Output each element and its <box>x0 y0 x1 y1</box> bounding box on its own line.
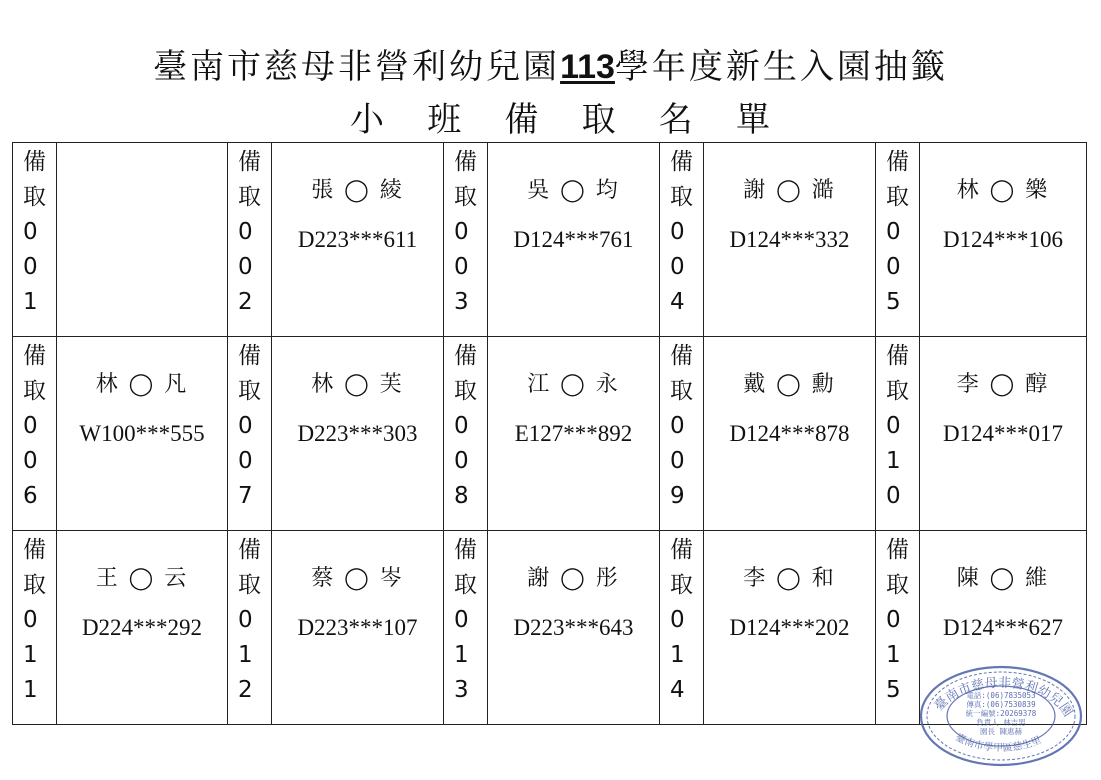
waitlist-number-cell <box>660 337 704 531</box>
waitlist-number-char: 備 <box>454 537 477 563</box>
waitlist-number-char: 1 <box>886 448 901 474</box>
seal-line: 統一編號:20269378 <box>965 709 1037 718</box>
applicant-name: 陳 ◯ 維 <box>956 566 1050 591</box>
waitlist-number-char: 0 <box>23 219 38 245</box>
waitlist-number-char: 0 <box>886 254 901 280</box>
seal-bottom-path: 臺南市學甲區慈生里 <box>953 732 1043 755</box>
waitlist-number-char: 取 <box>23 572 46 598</box>
waitlist-number <box>228 337 271 514</box>
waitlist-number-char: 取 <box>670 378 693 404</box>
waitlist-number-char: 0 <box>886 607 901 633</box>
waitlist-number-char: 0 <box>670 607 685 633</box>
waitlist-number <box>13 337 56 514</box>
waitlist-number-char: 1 <box>454 642 469 668</box>
waitlist-number-char: 0 <box>670 219 685 245</box>
applicant-cell <box>920 337 1087 531</box>
waitlist-number-char: 0 <box>238 448 253 474</box>
waitlist-number-cell <box>660 531 704 725</box>
applicant-cell <box>488 143 660 337</box>
title-prefix: 臺南市慈母非營利幼兒園 <box>153 47 561 87</box>
subtitle-char: 小 <box>350 100 384 140</box>
applicant-cell <box>488 337 660 531</box>
subtitle-char: 單 <box>735 100 770 140</box>
waitlist-number <box>660 531 703 708</box>
waitlist-number-char: 備 <box>454 343 477 369</box>
waitlist-number-char: 3 <box>454 289 469 315</box>
waitlist-number <box>13 143 56 320</box>
waitlist-number-char: 0 <box>670 448 685 474</box>
applicant-cell <box>704 143 876 337</box>
waitlist-number-cell <box>876 337 920 531</box>
waitlist-number-cell <box>444 337 488 531</box>
waitlist-number-char: 備 <box>886 537 909 563</box>
waitlist-number-cell <box>876 531 920 725</box>
waitlist-number-cell <box>13 337 57 531</box>
waitlist-number-char: 9 <box>670 483 685 509</box>
applicant-cell <box>272 143 444 337</box>
waitlist-number-cell <box>444 143 488 337</box>
applicant-cell <box>272 531 444 725</box>
applicant-id: D223***107 <box>297 615 418 640</box>
waitlist-number-char: 0 <box>238 413 253 439</box>
applicant-id: D124***332 <box>729 227 850 252</box>
waitlist-number-cell <box>228 531 272 725</box>
waitlist-table <box>12 142 1087 725</box>
waitlist-number-char: 取 <box>238 378 261 404</box>
applicant-name: 戴 ◯ 勳 <box>743 372 836 397</box>
waitlist-number-char: 取 <box>454 184 477 210</box>
waitlist-number <box>876 337 919 514</box>
subtitle-char: 班 <box>427 100 462 140</box>
waitlist-number-char: 0 <box>454 607 469 633</box>
waitlist-number-char: 取 <box>886 184 909 210</box>
waitlist-number-char: 0 <box>23 448 38 474</box>
applicant-name: 蔡 ◯ 岑 <box>311 566 404 591</box>
waitlist-number <box>444 143 487 320</box>
waitlist-number-cell <box>660 143 704 337</box>
waitlist-number-char: 取 <box>454 378 477 404</box>
seal-line: 傳真:(06)7530839 <box>966 700 1036 709</box>
applicant-cell <box>57 531 228 725</box>
applicant-id: D124***761 <box>513 227 634 252</box>
waitlist-number-char: 備 <box>238 149 261 175</box>
waitlist-number-cell <box>228 143 272 337</box>
official-seal <box>918 664 1084 768</box>
waitlist-number <box>13 531 56 708</box>
seal-line: 園長 陳惠赫 <box>979 727 1023 736</box>
waitlist-number-char: 取 <box>23 184 46 210</box>
waitlist-number-char: 1 <box>886 642 901 668</box>
table-row <box>13 143 1087 337</box>
waitlist-number-char: 備 <box>23 537 46 563</box>
waitlist-number-char: 備 <box>670 537 693 563</box>
waitlist-number-char: 0 <box>454 254 469 280</box>
waitlist-number-cell <box>13 143 57 337</box>
waitlist-number-char: 7 <box>238 483 253 509</box>
applicant-id: D223***611 <box>297 227 418 252</box>
waitlist-number-char: 1 <box>23 289 38 315</box>
waitlist-number-char: 1 <box>238 642 253 668</box>
waitlist-number <box>228 143 271 320</box>
applicant-name: 林 ◯ 凡 <box>95 372 189 397</box>
waitlist-number-char: 取 <box>238 572 261 598</box>
waitlist-number-char: 0 <box>238 219 253 245</box>
waitlist-number-char: 取 <box>238 184 261 210</box>
applicant-name: 謝 ◯ 彤 <box>527 566 620 591</box>
waitlist-number-cell <box>228 337 272 531</box>
waitlist-number-char: 備 <box>886 343 909 369</box>
waitlist-number-char: 2 <box>238 677 253 703</box>
waitlist-number-char: 0 <box>886 413 901 439</box>
waitlist-number-char: 4 <box>670 289 685 315</box>
waitlist-number-char: 1 <box>23 677 38 703</box>
applicant-id: D124***878 <box>729 421 850 446</box>
waitlist-body <box>13 143 1087 725</box>
waitlist-number-char: 0 <box>454 219 469 245</box>
waitlist-number-char: 備 <box>23 343 46 369</box>
table-row <box>13 337 1087 531</box>
applicant-id: D124***017 <box>942 421 1064 446</box>
waitlist-number-char: 0 <box>454 448 469 474</box>
waitlist-number <box>228 531 271 708</box>
applicant-id: D124***202 <box>729 615 850 640</box>
waitlist-number <box>660 143 703 320</box>
applicant-id: D124***106 <box>942 227 1064 252</box>
applicant-id: D223***643 <box>513 615 634 640</box>
applicant-id: D224***292 <box>81 615 203 640</box>
seal-line: 負責人 林吉男 <box>976 718 1026 727</box>
waitlist-number-char: 0 <box>238 607 253 633</box>
waitlist-number-char: 2 <box>238 289 253 315</box>
applicant-name: 李 ◯ 醇 <box>956 372 1050 397</box>
waitlist-number-char: 5 <box>886 289 901 315</box>
subtitle-char: 備 <box>504 100 539 140</box>
applicant-cell <box>920 143 1087 337</box>
waitlist-number-char: 8 <box>454 483 469 509</box>
applicant-cell <box>488 531 660 725</box>
waitlist-number-char: 0 <box>670 413 685 439</box>
waitlist-number-char: 備 <box>670 343 693 369</box>
applicant-cell <box>57 143 228 337</box>
subtitle-char: 取 <box>581 100 616 140</box>
waitlist-number <box>876 531 919 708</box>
waitlist-number-char: 備 <box>23 149 46 175</box>
applicant-name: 林 ◯ 樂 <box>956 178 1050 203</box>
waitlist-number-cell <box>444 531 488 725</box>
applicant-id: D124***627 <box>942 615 1064 640</box>
waitlist-number-char: 0 <box>23 413 38 439</box>
waitlist-number-char: 取 <box>454 572 477 598</box>
waitlist-number <box>660 337 703 514</box>
document-title <box>0 44 1101 90</box>
waitlist-number-char: 0 <box>23 607 38 633</box>
applicant-cell <box>57 337 228 531</box>
waitlist-number-char: 0 <box>886 483 901 509</box>
applicant-cell <box>704 337 876 531</box>
waitlist-number <box>444 337 487 514</box>
waitlist-number-char: 取 <box>670 184 693 210</box>
applicant-name: 張 ◯ 綾 <box>311 178 404 203</box>
waitlist-number-char: 0 <box>23 254 38 280</box>
waitlist-number-char: 0 <box>454 413 469 439</box>
title-suffix: 學年度新生入園抽籤 <box>614 47 948 87</box>
waitlist-number-char: 3 <box>454 677 469 703</box>
document-subtitle <box>350 98 770 142</box>
applicant-name: 王 ◯ 云 <box>95 566 189 591</box>
waitlist-number-char: 5 <box>886 677 901 703</box>
seal-center-lines <box>966 690 1037 736</box>
applicant-name: 李 ◯ 和 <box>743 566 836 591</box>
waitlist-number-char: 0 <box>238 254 253 280</box>
title-year: 113 <box>560 48 615 86</box>
waitlist-number-cell <box>876 143 920 337</box>
subtitle-char: 名 <box>658 100 693 140</box>
waitlist-number-char: 備 <box>670 149 693 175</box>
applicant-id: D223***303 <box>297 421 418 446</box>
waitlist-number-cell <box>13 531 57 725</box>
waitlist-number-char: 取 <box>23 378 46 404</box>
applicant-name: 吳 ◯ 均 <box>527 178 620 203</box>
applicant-id: E127***892 <box>514 421 633 446</box>
applicant-name <box>57 175 227 207</box>
applicant-name: 江 ◯ 永 <box>527 372 620 397</box>
applicant-name: 林 ◯ 芙 <box>311 372 404 397</box>
waitlist-number-char: 0 <box>886 219 901 245</box>
seal-ring-path: 臺南市慈母非營利幼兒園 <box>931 675 1076 720</box>
waitlist-number-char: 4 <box>670 677 685 703</box>
waitlist-number <box>444 531 487 708</box>
waitlist-number-char: 0 <box>670 254 685 280</box>
waitlist-number-char: 備 <box>238 537 261 563</box>
applicant-cell <box>272 337 444 531</box>
waitlist-number <box>876 143 919 320</box>
waitlist-number-char: 1 <box>670 642 685 668</box>
applicant-id: W100***555 <box>79 421 205 446</box>
waitlist-number-char: 取 <box>670 572 693 598</box>
waitlist-number-char: 備 <box>454 149 477 175</box>
waitlist-number-char: 取 <box>886 572 909 598</box>
waitlist-number-char: 1 <box>23 642 38 668</box>
waitlist-number-char: 備 <box>238 343 261 369</box>
waitlist-number-char: 取 <box>886 378 909 404</box>
applicant-name: 謝 ◯ 澔 <box>743 178 836 203</box>
waitlist-number-char: 6 <box>23 483 38 509</box>
applicant-cell <box>704 531 876 725</box>
waitlist-number-char: 備 <box>886 149 909 175</box>
seal-line: 電話:(06)7835053 <box>966 691 1036 700</box>
